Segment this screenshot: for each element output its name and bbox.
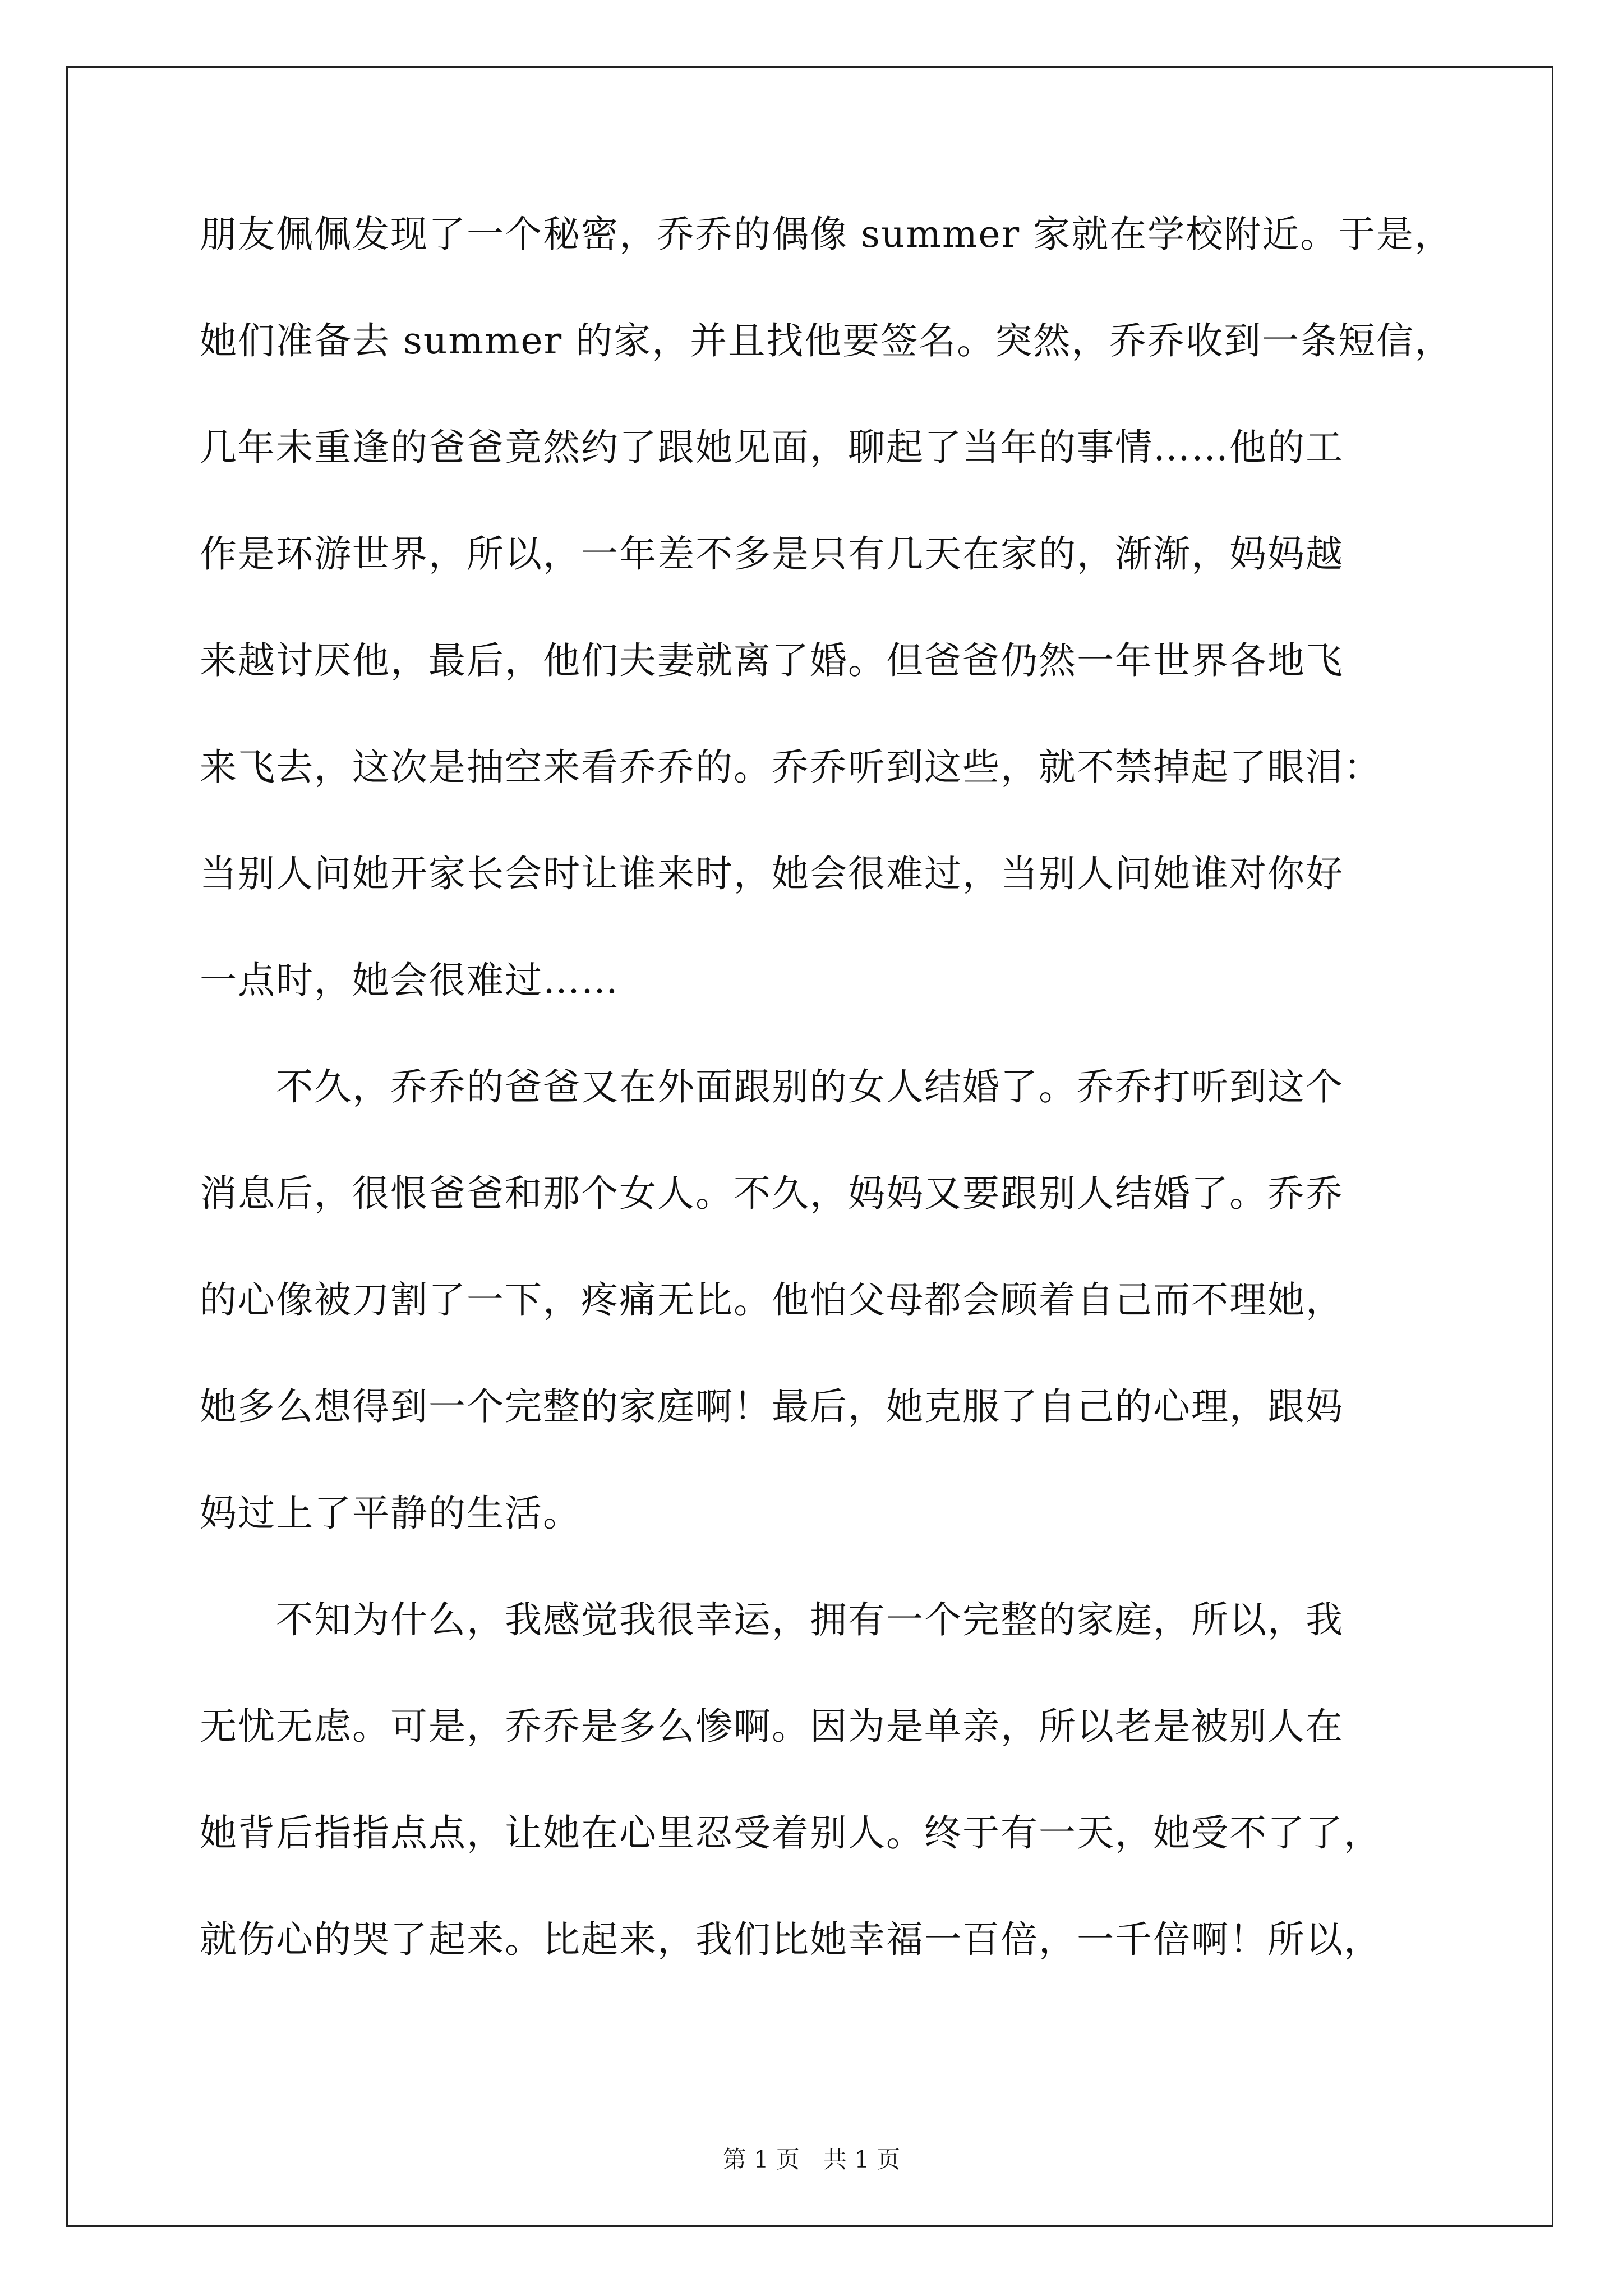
text-line: 消息后，很恨爸爸和那个女人。不久，妈妈又要跟别人结婚了。乔乔 <box>200 1172 1344 1215</box>
text-line: 她们准备去 summer 的家，并且找他要签名。突然，乔乔收到一条短信， <box>200 319 1453 362</box>
text-line: 不久，乔乔的爸爸又在外面跟别的女人结婚了。乔乔打听到这个 <box>200 1065 1344 1108</box>
text-line: 无忧无虑。可是，乔乔是多么惨啊。因为是单亲，所以老是被别人在 <box>200 1705 1344 1748</box>
text-line: 不知为什么，我感觉我很幸运，拥有一个完整的家庭，所以，我 <box>200 1598 1344 1641</box>
text-line: 的心像被刀割了一下，疼痛无比。他怕父母都会顾着自己而不理她， <box>200 1278 1344 1322</box>
text-line: 来飞去，这次是抽空来看乔乔的。乔乔听到这些，就不禁掉起了眼泪： <box>200 746 1382 789</box>
text-line: 朋友佩佩发现了一个秘密，乔乔的偶像 summer 家就在学校附近。于是， <box>200 213 1453 256</box>
text-line: 就伤心的哭了起来。比起来，我们比她幸福一百倍，一千倍啊！所以， <box>200 1918 1382 1961</box>
text-line: 作是环游世界，所以，一年差不多是只有几天在家的，渐渐，妈妈越 <box>200 532 1344 576</box>
text-line: 当别人问她开家长会时让谁来时，她会很难过，当别人问她谁对你好 <box>200 852 1344 895</box>
page-footer: 第 1 页 共 1 页 <box>722 2146 901 2173</box>
text-line: 来越讨厌他，最后，他们夫妻就离了婚。但爸爸仍然一年世界各地飞 <box>200 639 1344 682</box>
text-line: 她背后指指点点，让她在心里忍受着别人。终于有一天，她受不了了， <box>200 1811 1382 1855</box>
page-border <box>66 66 1553 2227</box>
text-line: 她多么想得到一个完整的家庭啊！最后，她克服了自己的心理，跟妈 <box>200 1385 1344 1428</box>
text-line: 妈过上了平静的生活。 <box>200 1492 581 1535</box>
text-line: 几年未重逢的爸爸竟然约了跟她见面，聊起了当年的事情……他的工 <box>200 426 1344 469</box>
text-line: 一点时，她会很难过…… <box>200 959 619 1002</box>
